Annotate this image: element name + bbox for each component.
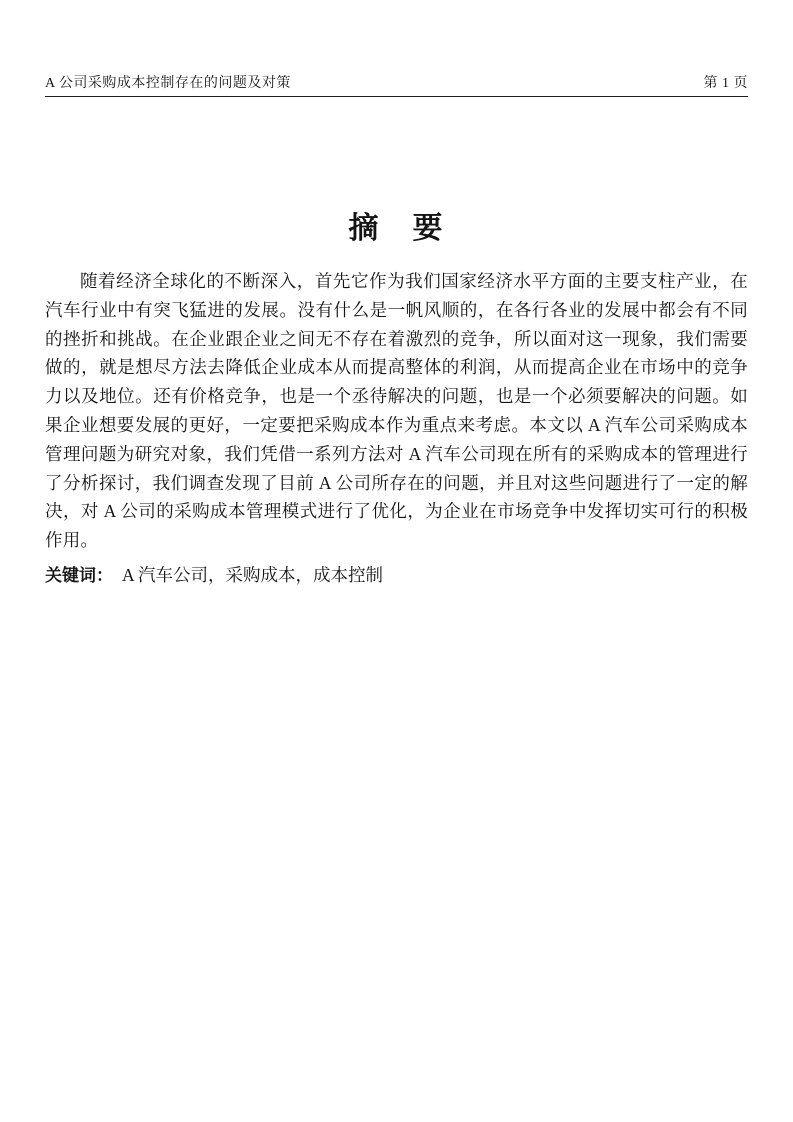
running-title: A 公司采购成本控制存在的问题及对策	[45, 76, 291, 91]
keywords-text: A 汽车公司，采购成本，成本控制	[122, 565, 384, 585]
page-number: 第 1 页	[703, 76, 748, 91]
abstract-title: 摘 要	[348, 212, 445, 245]
keywords-label: 关键词：	[45, 566, 113, 585]
abstract-paragraph: 随着经济全球化的不断深入，首先它作为我们国家经济水平方面的主要支柱产业，在汽车行业中有突飞猛进的发展。没有什么是一帆风顺的，在各行各业的发展中都会有不同的挫折和挑战。在企业跟企业之间无不存在着激烈的竞争，所以面对这一现象，我们需要做的，就是想尽方法去降低企业成本从而提高整体的利润，从而提高企业在市场中的竞争力以及地位。还有价格竞争，也是一个丞待解决的问题，也是一个必须要解决的问题。如果企业想要发展的更好，一定要把采购成本作为重点来考虑。本文以 A 汽车公司采购成本管理问题为研究对象，我们凭借一系列方法对 A 汽车公司现在所有的采购成本的管理进行了分析探讨，我们调查发现了目前 A 公司所存在的问题，并且对这些问题进行了一定的解决，对 A 公司的采购成本管理模式进行了优化，为企业在市场竞争中发挥切实可行的积极作用。	[45, 271, 748, 551]
keywords-line	[45, 561, 748, 590]
page-header	[45, 72, 748, 97]
